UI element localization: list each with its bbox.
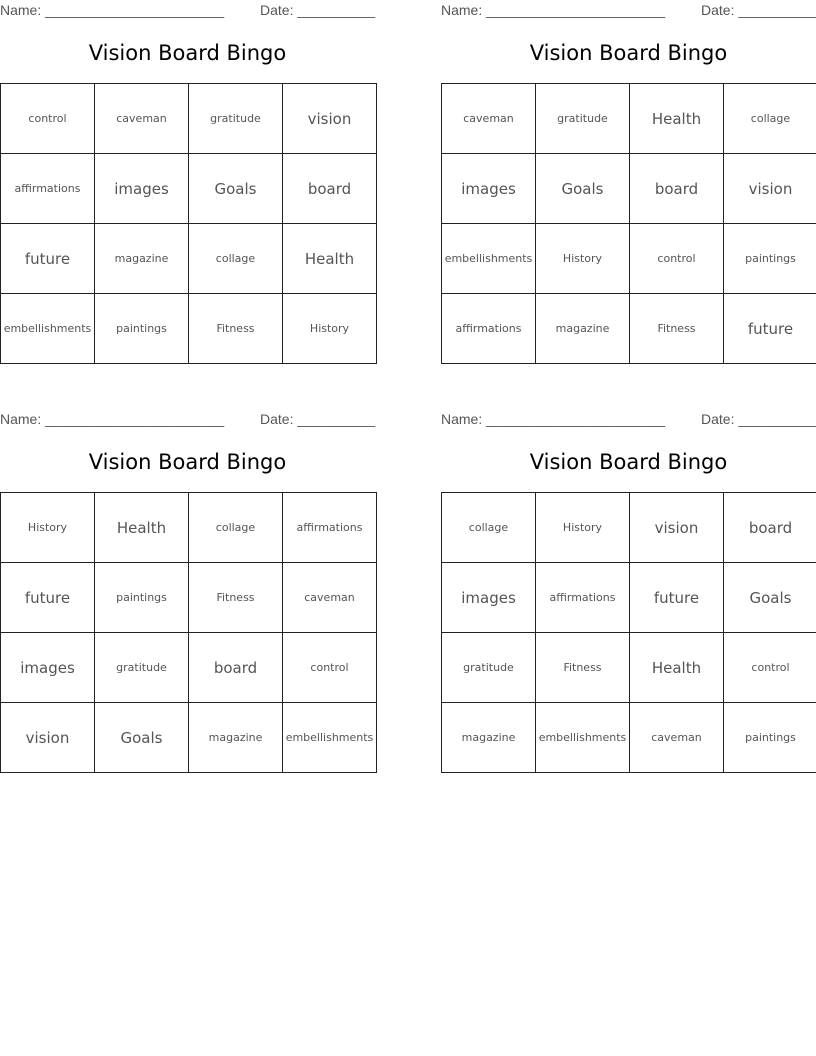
name-field: Name: _______________________ [441, 411, 666, 427]
bingo-cell: board [630, 154, 724, 224]
bingo-cell: vision [724, 154, 816, 224]
bingo-cell: Goals [189, 154, 283, 224]
bingo-cell: Fitness [630, 294, 724, 364]
bingo-cell: future [724, 294, 816, 364]
grid-row [442, 84, 816, 154]
bingo-cell: collage [442, 493, 536, 563]
bingo-cell: gratitude [189, 84, 283, 154]
bingo-cell: Health [630, 84, 724, 154]
bingo-grid [441, 83, 816, 364]
bingo-cell: control [1, 84, 95, 154]
bingo-cell: Health [95, 493, 189, 563]
bingo-cell: images [442, 563, 536, 633]
bingo-cell: affirmations [1, 154, 95, 224]
bingo-cell: History [536, 493, 630, 563]
bingo-grid [0, 492, 377, 773]
grid-row [442, 563, 816, 633]
card-title: Vision Board Bingo [88, 41, 287, 65]
grid-row [442, 703, 816, 773]
date-field: Date: __________ [701, 2, 816, 18]
grid-row [442, 493, 816, 563]
bingo-cell: control [630, 224, 724, 294]
bingo-cell: images [1, 633, 95, 703]
bingo-cell: Goals [536, 154, 630, 224]
bingo-cell: Health [630, 633, 724, 703]
grid-row [442, 154, 816, 224]
card-title: Vision Board Bingo [88, 450, 287, 474]
date-field: Date: __________ [260, 2, 376, 18]
grid-row [442, 224, 816, 294]
grid-row [442, 294, 816, 364]
bingo-cell: magazine [189, 703, 283, 773]
bingo-cell: caveman [442, 84, 536, 154]
bingo-cell: vision [283, 84, 377, 154]
name-date-row [441, 2, 816, 20]
bingo-cell: caveman [283, 563, 377, 633]
name-date-row [0, 411, 375, 429]
bingo-cell: future [1, 224, 95, 294]
bingo-cell: Fitness [189, 563, 283, 633]
bingo-cell: paintings [95, 294, 189, 364]
grid-row [1, 294, 377, 364]
bingo-card [441, 0, 816, 372]
name-date-row [441, 411, 816, 429]
grid-row [1, 703, 377, 773]
bingo-cell: vision [1, 703, 95, 773]
bingo-cell: images [95, 154, 189, 224]
bingo-cell: Fitness [189, 294, 283, 364]
name-date-row [0, 2, 375, 20]
bingo-cell: affirmations [442, 294, 536, 364]
bingo-cell: vision [630, 493, 724, 563]
bingo-cell: Fitness [536, 633, 630, 703]
bingo-cell: collage [189, 493, 283, 563]
bingo-cell: History [283, 294, 377, 364]
bingo-cell: embellishments [442, 224, 536, 294]
bingo-cell: control [724, 633, 816, 703]
bingo-cell: affirmations [283, 493, 377, 563]
bingo-cell: magazine [536, 294, 630, 364]
grid-row [1, 493, 377, 563]
date-field: Date: __________ [701, 411, 816, 427]
bingo-cell: future [1, 563, 95, 633]
bingo-cell: images [442, 154, 536, 224]
grid-row [1, 224, 377, 294]
bingo-cell: collage [189, 224, 283, 294]
bingo-card [0, 409, 375, 781]
bingo-cell: Goals [724, 563, 816, 633]
bingo-cell: paintings [724, 224, 816, 294]
grid-row [1, 154, 377, 224]
name-field: Name: _______________________ [441, 2, 666, 18]
name-field: Name: _______________________ [0, 411, 225, 427]
bingo-cell: magazine [442, 703, 536, 773]
bingo-cell: paintings [724, 703, 816, 773]
grid-row [442, 633, 816, 703]
name-field: Name: _______________________ [0, 2, 225, 18]
bingo-cell: affirmations [536, 563, 630, 633]
bingo-grid [441, 492, 816, 773]
bingo-card [0, 0, 375, 372]
bingo-cell: Health [283, 224, 377, 294]
grid-row [1, 633, 377, 703]
grid-row [1, 84, 377, 154]
bingo-cell: caveman [95, 84, 189, 154]
card-title: Vision Board Bingo [529, 450, 728, 474]
bingo-cell: control [283, 633, 377, 703]
bingo-cell: board [189, 633, 283, 703]
grid-row [1, 563, 377, 633]
bingo-cell: gratitude [442, 633, 536, 703]
bingo-cell: History [1, 493, 95, 563]
bingo-cell: collage [724, 84, 816, 154]
bingo-cell: board [283, 154, 377, 224]
bingo-cell: embellishments [536, 703, 630, 773]
bingo-grid [0, 83, 377, 364]
bingo-cell: future [630, 563, 724, 633]
bingo-cell: magazine [95, 224, 189, 294]
card-title: Vision Board Bingo [529, 41, 728, 65]
bingo-cell: paintings [95, 563, 189, 633]
bingo-cell: Goals [95, 703, 189, 773]
bingo-cell: gratitude [536, 84, 630, 154]
bingo-cell: embellishments [1, 294, 95, 364]
bingo-cell: History [536, 224, 630, 294]
bingo-cell: embellishments [283, 703, 377, 773]
bingo-card [441, 409, 816, 781]
bingo-cell: caveman [630, 703, 724, 773]
bingo-cell: gratitude [95, 633, 189, 703]
bingo-cell: board [724, 493, 816, 563]
date-field: Date: __________ [260, 411, 376, 427]
